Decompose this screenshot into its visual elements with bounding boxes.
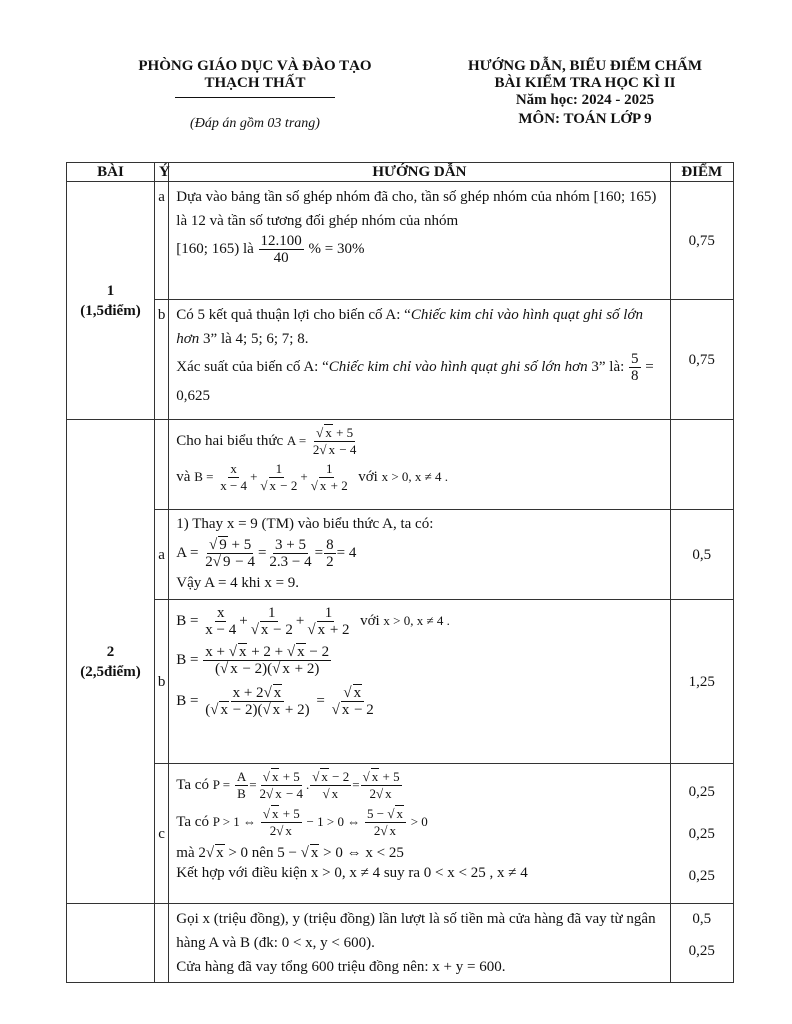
expr-lhs: B = [194, 469, 214, 484]
expr-lhs: B = [176, 651, 199, 668]
equals: = [249, 776, 257, 792]
sub-question-label: b [154, 600, 168, 764]
score: 0,5 [670, 510, 733, 600]
den-rest: − 2 [350, 702, 374, 718]
numerator: 8 [326, 537, 334, 553]
table-row [67, 510, 734, 600]
denominator: √ x + 2 [307, 622, 350, 638]
sub-question-label [154, 904, 168, 983]
expr-part: − 1 > 0 ⇔ [306, 813, 361, 829]
radicand: x [319, 478, 327, 494]
den-part: + 2) [281, 702, 310, 718]
score [670, 420, 733, 510]
radicand: x [272, 702, 281, 718]
district-name: THẠCH THẤT [204, 75, 306, 91]
coef: 2 [312, 442, 320, 458]
expr-lhs: B = [176, 692, 199, 709]
numerator: √ x + 5 [262, 806, 300, 821]
guide-text: = 0,625 [176, 358, 654, 404]
equals: = [352, 776, 360, 792]
coef: 2 [373, 823, 381, 838]
table-row [67, 300, 734, 420]
denominator: √ x − 2 [250, 622, 293, 638]
sub-question-label: b [154, 300, 168, 420]
table-row [67, 764, 734, 904]
score: 0,25 [688, 825, 715, 842]
numerator: 3 + 5 [275, 537, 307, 553]
page-count-note: (Đáp án gồm 03 trang) [190, 116, 320, 131]
fraction [203, 685, 311, 718]
document-title: HƯỚNG DẪN, BIỂU ĐIỂM CHẤM [467, 58, 703, 74]
denominator: x − 4 [205, 622, 237, 638]
score: 0,25 [688, 943, 715, 959]
table-row [67, 182, 734, 300]
radicand: x [282, 661, 290, 677]
den-rest: + 2 [327, 478, 348, 494]
numerator: x + √ x + 2 + √ x − 2 [205, 644, 330, 660]
denominator: (√ x − 2)(√ x + 2) [214, 661, 320, 677]
header-right [430, 58, 740, 128]
guide-text: Xác suất của biến cố A: “ [176, 358, 329, 375]
col-header-bai: BÀI [67, 163, 155, 182]
bai-2-label [67, 420, 155, 904]
guide-text: mà 2 [176, 845, 206, 861]
den-rest: + 2 [326, 622, 350, 638]
bai-points: (2,5điểm) [80, 663, 141, 680]
denominator: B [237, 786, 246, 801]
fraction [258, 461, 299, 494]
expr-part: > 0 [410, 813, 428, 829]
exam-title: BÀI KIỂM TRA HỌC KÌ II [494, 75, 676, 91]
guide-text: Kết hợp với điều kiện x > 0, x ≠ 4 suy ra 0 < x < 25 , x ≠ 4 [176, 865, 528, 881]
numerator: 1 [268, 605, 276, 621]
den-rest: − 4 [231, 554, 255, 570]
guide-cell [169, 420, 670, 510]
table-row [67, 600, 734, 764]
guide-cell [169, 764, 670, 904]
sub-question-label [154, 420, 168, 510]
denominator: 2√ x − 4 [259, 786, 304, 801]
den-part: ( [205, 702, 211, 718]
radicand: x [230, 661, 238, 677]
fraction [267, 537, 313, 570]
score: 0,5 [692, 911, 712, 927]
den-rest: − 4 [282, 786, 304, 801]
plus-sign: + [295, 612, 305, 629]
numerator: 12.100 [260, 233, 302, 249]
den-part: + 2) [290, 661, 320, 677]
dot: . [306, 776, 310, 792]
fraction [259, 233, 304, 266]
fraction [261, 806, 302, 839]
den-rest: − 4 [336, 442, 357, 458]
radicand: x [317, 622, 326, 638]
denominator: 2 [326, 554, 334, 570]
radicand: x [385, 786, 392, 801]
guide-text: với [360, 612, 380, 629]
expr-lhs: A = [286, 433, 307, 448]
sub-question-label: a [154, 510, 168, 600]
numerator: √ x + 5 [362, 769, 400, 784]
guide-cell [169, 182, 670, 300]
subject: MÔN: TOÁN LỚP 9 [518, 111, 652, 127]
radicand: x [260, 622, 269, 638]
fraction [330, 685, 376, 718]
fraction [203, 605, 238, 638]
guide-cell [169, 300, 670, 420]
guide-text: [160; 165) là [176, 240, 254, 257]
sub-question-label: a [154, 182, 168, 300]
guide-line: mà 2√ x > 0 nên 5 − √ x > 0 ⇔ x < 25 [176, 845, 404, 861]
numerator: √ x [341, 685, 364, 702]
guide-text: Gọi x (triệu đồng), y (triệu đồng) lần lượt là số tiền mà cửa hàng đã vay từ ngân hàng A và B (đk: 0 < x, y < 600). [176, 911, 656, 951]
fraction [249, 605, 295, 638]
condition: x > 0, x ≠ 4 . [383, 612, 450, 628]
denominator: x − 4 [220, 478, 248, 494]
numerator: 5 [631, 351, 639, 367]
num-part: x + 2 [232, 685, 264, 701]
guide-text: với [358, 469, 378, 485]
radicand: x [273, 685, 282, 701]
score: 0,75 [670, 300, 733, 420]
condition: x > 0, x ≠ 4 . [381, 469, 449, 484]
table-row [67, 904, 734, 983]
department-name: PHÒNG GIÁO DỤC VÀ ĐÀO TẠO [138, 58, 372, 74]
radicand: x [310, 845, 319, 861]
radicand: x [325, 425, 332, 441]
fraction [258, 769, 305, 802]
score: 1,25 [670, 600, 733, 764]
guide-text: Ta có [176, 813, 209, 830]
fraction [203, 537, 257, 570]
coef: 2 [269, 823, 277, 838]
radicand: x [238, 644, 247, 660]
equals: = [314, 544, 324, 561]
expr-line [176, 769, 662, 802]
col-header-y: Ý [154, 163, 168, 182]
fraction [218, 461, 249, 494]
radicand: x [297, 644, 305, 660]
denominator: √ x + 2 [310, 478, 348, 494]
num-rest: + 5 [279, 806, 300, 821]
guide-text: > 0 ⇔ x < 25 [319, 845, 404, 861]
denominator: 2√ x [269, 823, 292, 838]
den-rest: − 2 [277, 478, 298, 494]
fraction [311, 425, 358, 458]
guide-text: Cửa hàng đã vay tổng 600 triệu đồng nên: x + y = 600. [176, 959, 506, 975]
col-header-huong-dan: HƯỚNG DẪN [169, 163, 670, 182]
num-rest: + 5 [279, 769, 300, 784]
equals: = [257, 544, 267, 561]
guide-text: 1) Thay x = 9 (TM) vào biểu thức A, ta có: [176, 516, 434, 532]
guide-text: 3” là: [587, 358, 625, 375]
expr-line [176, 605, 662, 638]
col-header-diem: ĐIỂM [670, 163, 733, 182]
score: 0,25 [688, 867, 715, 884]
guide-text: > 0 nên 5 − [224, 845, 301, 861]
fraction [629, 351, 641, 384]
coef: 2 [369, 786, 377, 801]
denominator: 2√ x [369, 786, 392, 801]
guide-text: Cho hai biểu thức [176, 433, 284, 449]
bai-number: 1 [106, 282, 115, 299]
num-part: x + [205, 644, 229, 660]
numerator: x + 2√ x [231, 685, 285, 702]
score: 0,25 [688, 783, 715, 800]
num-part: − 2 [305, 644, 330, 660]
numerator: x [216, 605, 225, 621]
guide-text: Ta có [176, 776, 209, 793]
radicand: x [321, 769, 328, 784]
num-rest: + 5 [379, 769, 400, 784]
radicand: x [271, 769, 279, 784]
radicand: x [328, 442, 336, 458]
guide-text-italic: Chiếc kim chỉ vào hình quạt ghi số lớn hơn [328, 358, 588, 375]
grading-table [66, 162, 734, 983]
radicand: x [341, 702, 350, 718]
numerator: A [236, 769, 247, 784]
radicand: 9 [222, 554, 231, 570]
radicand: 9 [219, 537, 227, 553]
numerator: 1 [324, 605, 333, 621]
bai-1-label [67, 182, 155, 420]
expr-lhs: B = [176, 612, 199, 629]
num-rest: − 2 [328, 769, 350, 784]
expr-lhs: P = [212, 776, 231, 792]
expr-lhs: A = [176, 544, 199, 561]
table-row [67, 420, 734, 510]
numerator: √ x + 5 [262, 769, 300, 784]
guide-text: Vậy A = 4 khi x = 9. [176, 575, 300, 591]
result: = 4 [336, 544, 357, 561]
denominator: √ x [322, 786, 339, 801]
numerator: 1 [275, 461, 283, 477]
den-part: ( [214, 661, 220, 677]
guide-text-italic: Chiếc kim chỉ vào hình quạt ghi số lớn hơn [176, 307, 643, 347]
denominator: √ x − 2 [331, 702, 374, 718]
plus-sign: + [250, 469, 258, 484]
guide-text: % = 30% [308, 240, 365, 257]
radicand: x [220, 702, 228, 718]
denominator: 40 [273, 250, 289, 266]
expr-line [176, 685, 662, 718]
guide-text: Dựa vào bảng tần số ghép nhóm đã cho, tần số ghép nhóm của nhóm [160; 165) là 12 và tần số tương đối ghép nhóm của nhóm [176, 189, 657, 229]
radicand: x [331, 786, 339, 801]
bai-3-label [67, 904, 155, 983]
score-cell [670, 764, 733, 904]
radicand: x [396, 806, 403, 821]
fraction [361, 769, 402, 802]
radicand: x [275, 786, 282, 801]
denominator: 2√ x − 4 [312, 442, 357, 458]
denominator: (√ x − 2)(√ x + 2) [205, 702, 310, 718]
denominator: 2√ x [373, 823, 397, 838]
numerator: 1 [325, 461, 333, 477]
denominator: √ x − 2 [260, 478, 298, 494]
fraction [309, 461, 350, 494]
expr-line [176, 537, 662, 570]
equals: = [316, 692, 325, 709]
score: 0,75 [670, 182, 733, 300]
numerator: 5 − √ x [365, 806, 406, 823]
expr-part: P > 1 ⇔ [212, 813, 257, 829]
expr-line [176, 806, 662, 839]
num-rest: + 5 [227, 537, 252, 553]
plus-sign: + [300, 469, 308, 484]
plus-sign: + [239, 612, 248, 629]
denominator: 2.3 − 4 [269, 554, 312, 570]
den-part: − 2)( [238, 661, 273, 677]
numerator: x [230, 461, 237, 477]
fraction [235, 769, 248, 802]
header-left [95, 58, 415, 98]
denominator: 8 [631, 368, 639, 384]
radicand: x [216, 845, 224, 861]
guide-text: và [176, 469, 191, 485]
guide-cell [169, 510, 670, 600]
numerator: √ 9 + 5 [209, 537, 252, 553]
den-part: − 2)( [228, 702, 263, 718]
num-rest: + 5 [332, 425, 354, 441]
expr-line [176, 644, 662, 677]
radicand: x [285, 823, 292, 838]
radicand: x [353, 685, 362, 701]
numerator: √ x + 5 [316, 425, 354, 441]
denominator: 2√ 9 − 4 [205, 554, 255, 570]
fraction [365, 806, 406, 839]
table-header-row [67, 163, 734, 182]
radicand: x [389, 823, 397, 838]
guide-text: Có 5 kết quả thuận lợi cho biến cố A: “ [176, 307, 411, 323]
fraction [203, 644, 331, 677]
guide-cell [169, 600, 670, 764]
bai-number: 2 [106, 643, 115, 660]
num-part: 5 − [366, 806, 388, 821]
numerator: √ x − 2 [312, 769, 350, 784]
den-rest: − 2 [269, 622, 293, 638]
score-cell [670, 904, 733, 983]
num-part: + 2 + [247, 644, 287, 660]
fraction [324, 537, 336, 570]
fraction [305, 605, 351, 638]
guide-cell [169, 904, 670, 983]
coef: 2 [205, 554, 213, 570]
bai-points: (1,5điểm) [80, 302, 141, 319]
radicand: x [271, 806, 279, 821]
guide-text: 3” là 4; 5; 6; 7; 8. [199, 331, 309, 347]
school-year: Năm học: 2024 - 2025 [515, 92, 655, 108]
header-divider [175, 97, 335, 98]
radicand: x [371, 769, 379, 784]
sub-question-label: c [154, 764, 168, 904]
fraction [310, 769, 351, 802]
radicand: x [269, 478, 277, 494]
coef: 2 [259, 786, 267, 801]
